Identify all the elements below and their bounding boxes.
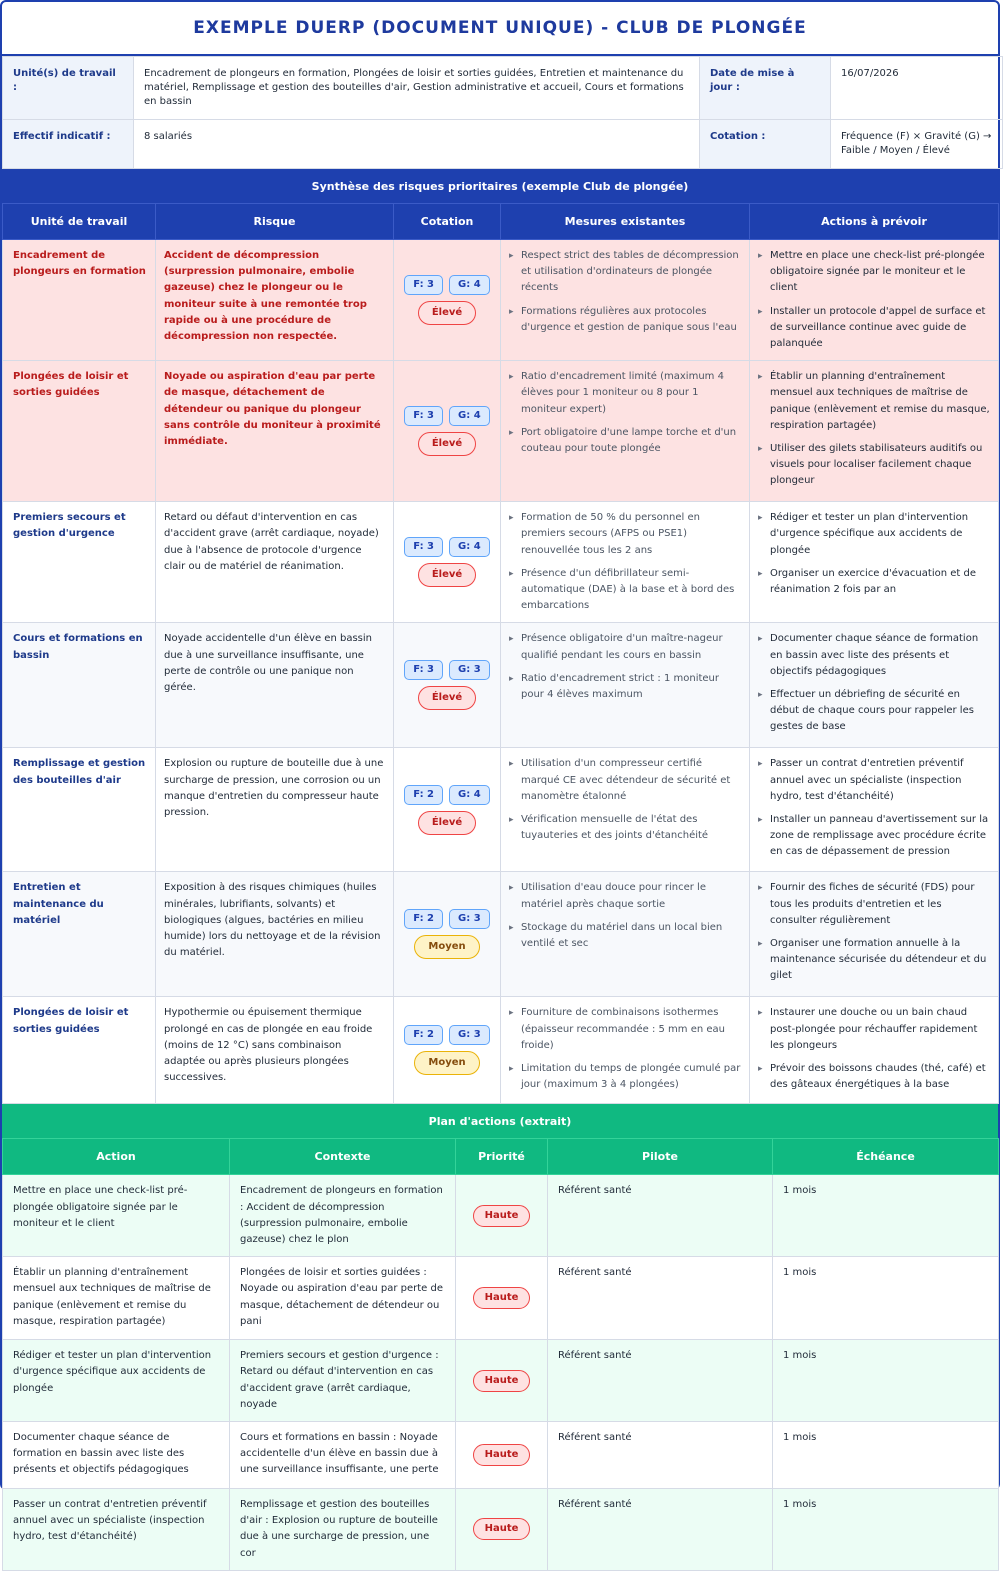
bullet-arrow-icon: ▸: [758, 1064, 763, 1075]
bullet-arrow-icon: ▸: [509, 427, 514, 438]
priority-badge: Haute: [473, 1444, 531, 1466]
priority-badge: Haute: [473, 1287, 531, 1309]
risk-row: [3, 502, 999, 623]
risk-cotation: [394, 623, 501, 748]
risk-level-badge: Moyen: [414, 935, 479, 959]
plan-priorite: [456, 1489, 548, 1571]
frequence-chip: F: 2: [404, 785, 443, 805]
risk-unite: Encadrement de plongeurs en formation: [3, 240, 156, 361]
action-item: [758, 304, 990, 353]
plan-header-pilote: Pilote: [548, 1139, 773, 1175]
risk-actions: [750, 872, 999, 997]
bullet-arrow-icon: ▸: [509, 815, 514, 826]
plan-action: Documenter chaque séance de formation en bassin avec liste des présents et objectifs pédagogiques: [3, 1422, 230, 1489]
plan-header-action: Action: [3, 1139, 230, 1175]
plan-row: [3, 1257, 999, 1340]
risk-cotation: [394, 997, 501, 1104]
frequence-chip: F: 3: [404, 275, 443, 295]
bullet-arrow-icon: ▸: [758, 883, 763, 894]
action-item: [758, 248, 990, 297]
risk-description: Accident de décompression (surpression pulmonaire, embolie gazeuse) chez le plongeur ou le moniteur suite à une remontée trop rapide ou à une procédure de décompression non respectée.: [156, 240, 394, 361]
mesure-item: [509, 631, 741, 663]
bullet-arrow-icon: ▸: [758, 815, 763, 826]
header-unite: Unité de travail: [3, 204, 156, 240]
risk-mesures: [501, 623, 750, 748]
bullet-arrow-icon: ▸: [758, 568, 763, 579]
synthese-title-band: [2, 169, 998, 203]
mesure-text: Port obligatoire d'une lampe torche et d'un couteau pour toute plongée: [521, 426, 737, 455]
action-text: Établir un planning d'entraînement mensuel aux techniques de maîtrise de panique (enlèvement et remise du masque, respiration partagée): [770, 371, 990, 431]
bullet-arrow-icon: ▸: [758, 513, 763, 524]
info-table: [2, 56, 1003, 169]
risk-mesures: [501, 997, 750, 1104]
risk-actions: [750, 502, 999, 623]
plan-echeance: 1 mois: [773, 1175, 999, 1257]
mesure-item: [509, 1061, 741, 1093]
bullet-arrow-icon: ▸: [758, 306, 763, 317]
plan-echeance: 1 mois: [773, 1422, 999, 1489]
bullet-arrow-icon: ▸: [758, 251, 763, 261]
risk-row: [3, 623, 999, 748]
risk-unite: Cours et formations en bassin: [3, 623, 156, 748]
plan-row: [3, 1489, 999, 1571]
risk-description: Noyade accidentelle d'un élève en bassin due à une surveillance insuffisante, une perte de contrôle ou une panique non gérée.: [156, 623, 394, 748]
plan-row: [3, 1422, 999, 1489]
mesure-text: Présence d'un défibrillateur semi-automatique (DAE) à la base et à bord des embarcations: [521, 567, 735, 612]
priority-badge: Haute: [473, 1370, 531, 1392]
action-text: Mettre en place une check-list pré-plongée obligatoire signée par le moniteur et le client: [770, 250, 985, 294]
plan-pilote: Référent santé: [548, 1257, 773, 1340]
mesure-item: [509, 566, 741, 615]
mesure-text: Utilisation d'un compresseur certifié marqué CE avec détendeur de sécurité et manomètre étalonné: [521, 758, 731, 802]
bullet-arrow-icon: ▸: [509, 513, 514, 524]
risk-row: [3, 361, 999, 502]
plan-echeance: 1 mois: [773, 1489, 999, 1571]
risk-description: Noyade ou aspiration d'eau par perte de masque, détachement de détendeur ou panique du plongeur sans contrôle du moniteur à proximité immédiate.: [156, 361, 394, 502]
plan-priorite: [456, 1175, 548, 1257]
action-text: Installer un protocole d'appel de surface et de surveillance continue avec guide de palanquée: [770, 305, 986, 350]
mesure-item: [509, 671, 741, 703]
plan-priorite: [456, 1257, 548, 1340]
risk-description: Exposition à des risques chimiques (huiles minérales, lubrifiants, solvants) et biologiques (algues, bactéries en milieu humide) lors du nettoyage et de la révision du matériel.: [156, 872, 394, 997]
plan-contexte: Plongées de loisir et sorties guidées : Noyade ou aspiration d'eau par perte de masque, détachement de détendeur ou pani: [230, 1257, 456, 1340]
action-text: Passer un contrat d'entretien préventif annuel avec un spécialiste (inspection hydro, test d'étanchéité): [770, 758, 964, 802]
risk-table: [2, 203, 999, 1104]
risk-row: [3, 997, 999, 1104]
bullet-arrow-icon: ▸: [758, 759, 763, 770]
mesure-text: Stockage du matériel dans un local bien ventilé et sec: [521, 921, 723, 950]
bullet-arrow-icon: ▸: [758, 1008, 763, 1019]
plan-action: Établir un planning d'entraînement mensuel aux techniques de maîtrise de panique (enlèvement et remise du masque, respiration partagée): [3, 1257, 230, 1340]
bullet-arrow-icon: ▸: [509, 568, 514, 579]
unites-value: Encadrement de plongeurs en formation, Plongées de loisir et sorties guidées, Entretien et maintenance du matériel, Remplissage et gestion des bouteilles d'air, Gestion administrative et accueil, Cours et formations en bassin: [134, 57, 700, 120]
mesure-text: Ratio d'encadrement limité (maximum 4 élèves pour 1 moniteur ou 8 pour 1 moniteur expert): [521, 371, 724, 415]
risk-mesures: [501, 240, 750, 361]
plan-pilote: Référent santé: [548, 1175, 773, 1257]
plan-row: [3, 1340, 999, 1422]
header-cotation: Cotation: [394, 204, 501, 240]
plan-echeance: 1 mois: [773, 1257, 999, 1340]
action-item: [758, 631, 990, 680]
risk-cotation: [394, 361, 501, 502]
document-title: EXEMPLE DUERP (DOCUMENT UNIQUE) - CLUB DE PLONGÉE: [193, 18, 807, 38]
action-text: Documenter chaque séance de formation en bassin avec liste des présents et objectifs pédagogiques: [770, 633, 979, 677]
action-text: Instaurer une douche ou un bain chaud post-plongée pour réchauffer rapidement les plongeurs: [770, 1007, 978, 1051]
action-item: [758, 1061, 990, 1093]
action-item: [758, 441, 990, 490]
risk-description: Explosion ou rupture de bouteille due à une surcharge de pression, une corrosion ou un manque d'entretien du compresseur haute pression.: [156, 748, 394, 872]
frequence-chip: F: 2: [404, 909, 443, 929]
action-text: Utiliser des gilets stabilisateurs auditifs ou visuels pour localiser facilement chaque plongeur: [770, 443, 983, 487]
action-plan-table: [2, 1138, 999, 1570]
risk-level-badge: Élevé: [418, 432, 476, 456]
bullet-arrow-icon: ▸: [509, 883, 514, 894]
bullet-arrow-icon: ▸: [509, 251, 514, 261]
priority-badge: Haute: [473, 1205, 531, 1227]
header-actions: Actions à prévoir: [750, 204, 999, 240]
mesure-text: Limitation du temps de plongée cumulé par jour (maximum 3 à 4 plongées): [521, 1063, 741, 1091]
mesure-item: [509, 510, 741, 559]
frequence-chip: F: 3: [404, 537, 443, 557]
action-text: Organiser un exercice d'évacuation et de réanimation 2 fois par an: [770, 567, 976, 596]
risk-cotation: [394, 872, 501, 997]
mesure-item: [509, 920, 741, 952]
risk-mesures: [501, 748, 750, 872]
bullet-arrow-icon: ▸: [509, 1008, 514, 1019]
plan-title: Plan d'actions (extrait): [428, 1114, 572, 1128]
mesure-text: Formation de 50 % du personnel en premiers secours (AFPS ou PSE1) renouvellée tous les 2 ans: [521, 512, 700, 556]
plan-contexte: Encadrement de plongeurs en formation : Accident de décompression (surpression pulmonaire, embolie gazeuse) chez le plon: [230, 1175, 456, 1257]
gravite-chip: G: 4: [449, 406, 490, 426]
mesure-text: Vérification mensuelle de l'état des tuyauteries et des joints d'étanchéité: [521, 814, 709, 842]
mesure-item: [509, 880, 741, 912]
plan-row: [3, 1175, 999, 1257]
mesure-text: Ratio d'encadrement strict : 1 moniteur pour 4 élèves maximum: [521, 672, 719, 701]
mesure-item: [509, 812, 741, 844]
plan-action: Rédiger et tester un plan d'intervention d'urgence spécifique aux accidents de plongée: [3, 1340, 230, 1422]
mesure-item: [509, 304, 741, 336]
risk-mesures: [501, 361, 750, 502]
bullet-arrow-icon: ▸: [758, 939, 763, 950]
date-label: Date de mise à jour :: [700, 57, 831, 120]
plan-priorite: [456, 1422, 548, 1489]
mesure-item: [509, 248, 741, 297]
priority-badge: Haute: [473, 1518, 531, 1540]
gravite-chip: G: 4: [449, 785, 490, 805]
risk-level-badge: Élevé: [418, 811, 476, 835]
action-item: [758, 812, 990, 861]
action-text: Effectuer un débriefing de sécurité en début de chaque cours pour rappeler les gestes de base: [770, 689, 974, 733]
bullet-arrow-icon: ▸: [758, 690, 763, 701]
plan-contexte: Premiers secours et gestion d'urgence : Retard ou défaut d'intervention en cas d'accident grave (arrêt cardiaque, noyade: [230, 1340, 456, 1422]
mesure-text: Respect strict des tables de décompression et utilisation d'ordinateurs de plongée récents: [521, 250, 739, 294]
frequence-chip: F: 2: [404, 1025, 443, 1045]
risk-level-badge: Moyen: [414, 1051, 479, 1075]
bullet-arrow-icon: ▸: [509, 759, 514, 770]
action-text: Organiser une formation annuelle à la maintenance sécurisée du détendeur et du gilet: [770, 938, 987, 982]
risk-cotation: [394, 502, 501, 623]
plan-pilote: Référent santé: [548, 1340, 773, 1422]
date-value: 16/07/2026: [831, 57, 1003, 120]
bullet-arrow-icon: ▸: [758, 372, 763, 383]
plan-header-contexte: Contexte: [230, 1139, 456, 1175]
risk-description: Hypothermie ou épuisement thermique prolongé en cas de plongée en eau froide (moins de 12 °C) sans combinaison adaptée ou après plusieurs plongées successives.: [156, 997, 394, 1104]
action-text: Installer un panneau d'avertissement sur la zone de remplissage avec procédure écrite en cas de dépassement de pression: [770, 814, 989, 858]
bullet-arrow-icon: ▸: [509, 634, 514, 645]
risk-unite: Plongées de loisir et sorties guidées: [3, 361, 156, 502]
risk-row: [3, 748, 999, 872]
mesure-text: Formations régulières aux protocoles d'urgence et gestion de panique sous l'eau: [521, 305, 737, 333]
action-item: [758, 566, 990, 598]
risk-actions: [750, 623, 999, 748]
gravite-chip: G: 4: [449, 537, 490, 557]
action-text: Prévoir des boissons chaudes (thé, café) et des gâteaux énergétiques à la base: [770, 1063, 986, 1091]
action-item: [758, 510, 990, 559]
frequence-chip: F: 3: [404, 406, 443, 426]
header-mesures: Mesures existantes: [501, 204, 750, 240]
plan-header-echeance: Échéance: [773, 1139, 999, 1175]
action-item: [758, 687, 990, 736]
risk-description: Retard ou défaut d'intervention en cas d'accident grave (arrêt cardiaque, noyade) due à l'absence de protocole d'urgence clair ou de matériel de réanimation.: [156, 502, 394, 623]
mesure-item: [509, 756, 741, 805]
risk-level-badge: Élevé: [418, 686, 476, 710]
risk-unite: Remplissage et gestion des bouteilles d'air: [3, 748, 156, 872]
mesure-item: [509, 425, 741, 457]
gravite-chip: G: 4: [449, 275, 490, 295]
plan-action: Mettre en place une check-list pré-plongée obligatoire signée par le moniteur et le client: [3, 1175, 230, 1257]
mesure-item: [509, 1005, 741, 1054]
action-item: [758, 1005, 990, 1054]
risk-actions: [750, 240, 999, 361]
synthese-title: Synthèse des risques prioritaires (exemple Club de plongée): [311, 179, 689, 193]
action-item: [758, 756, 990, 805]
frequence-chip: F: 3: [404, 660, 443, 680]
risk-unite: Entretien et maintenance du matériel: [3, 872, 156, 997]
plan-contexte: Remplissage et gestion des bouteilles d'air : Explosion ou rupture de bouteille due à une surcharge de pression, une cor: [230, 1489, 456, 1571]
gravite-chip: G: 3: [449, 1025, 490, 1045]
plan-pilote: Référent santé: [548, 1422, 773, 1489]
risk-actions: [750, 997, 999, 1104]
plan-pilote: Référent santé: [548, 1489, 773, 1571]
risk-mesures: [501, 872, 750, 997]
cotation-label: Cotation :: [700, 120, 831, 169]
bullet-arrow-icon: ▸: [509, 372, 514, 383]
bullet-arrow-icon: ▸: [509, 306, 514, 317]
bullet-arrow-icon: ▸: [509, 1064, 514, 1075]
risk-level-badge: Élevé: [418, 563, 476, 587]
mesure-text: Présence obligatoire d'un maître-nageur qualifié pendant les cours en bassin: [521, 633, 723, 661]
action-text: Rédiger et tester un plan d'intervention d'urgence spécifique aux accidents de plongée: [770, 512, 969, 556]
document-header: [2, 2, 998, 56]
action-text: Fournir des fiches de sécurité (FDS) pour tous les produits d'entretien et les consulter régulièrement: [770, 882, 975, 926]
gravite-chip: G: 3: [449, 660, 490, 680]
risk-mesures: [501, 502, 750, 623]
plan-action: Passer un contrat d'entretien préventif annuel avec un spécialiste (inspection hydro, test d'étanchéité): [3, 1489, 230, 1571]
mesure-text: Fourniture de combinaisons isothermes (épaisseur recommandée : 5 mm en eau froide): [521, 1007, 725, 1051]
risk-cotation: [394, 748, 501, 872]
bullet-arrow-icon: ▸: [758, 634, 763, 645]
gravite-chip: G: 3: [449, 909, 490, 929]
action-item: [758, 936, 990, 985]
risk-cotation: [394, 240, 501, 361]
risk-actions: [750, 361, 999, 502]
mesure-item: [509, 369, 741, 418]
plan-header-priorite: Priorité: [456, 1139, 548, 1175]
unites-label: Unité(s) de travail :: [3, 57, 134, 120]
effectif-label: Effectif indicatif :: [3, 120, 134, 169]
risk-row: [3, 240, 999, 361]
risk-actions: [750, 748, 999, 872]
bullet-arrow-icon: ▸: [509, 922, 514, 933]
action-item: [758, 369, 990, 434]
mesure-text: Utilisation d'eau douce pour rincer le matériel après chaque sortie: [521, 882, 706, 910]
plan-contexte: Cours et formations en bassin : Noyade accidentelle d'un élève en bassin due à une surveillance insuffisante, une perte: [230, 1422, 456, 1489]
plan-priorite: [456, 1340, 548, 1422]
effectif-value: 8 salariés: [134, 120, 700, 169]
risk-unite: Plongées de loisir et sorties guidées: [3, 997, 156, 1104]
header-risque: Risque: [156, 204, 394, 240]
plan-title-band: [2, 1104, 998, 1138]
action-item: [758, 880, 990, 929]
bullet-arrow-icon: ▸: [758, 444, 763, 455]
cotation-value: Fréquence (F) × Gravité (G) → Faible / Moyen / Élevé: [831, 120, 1003, 169]
risk-unite: Premiers secours et gestion d'urgence: [3, 502, 156, 623]
bullet-arrow-icon: ▸: [509, 673, 514, 684]
risk-row: [3, 872, 999, 997]
plan-echeance: 1 mois: [773, 1340, 999, 1422]
risk-level-badge: Élevé: [418, 301, 476, 325]
